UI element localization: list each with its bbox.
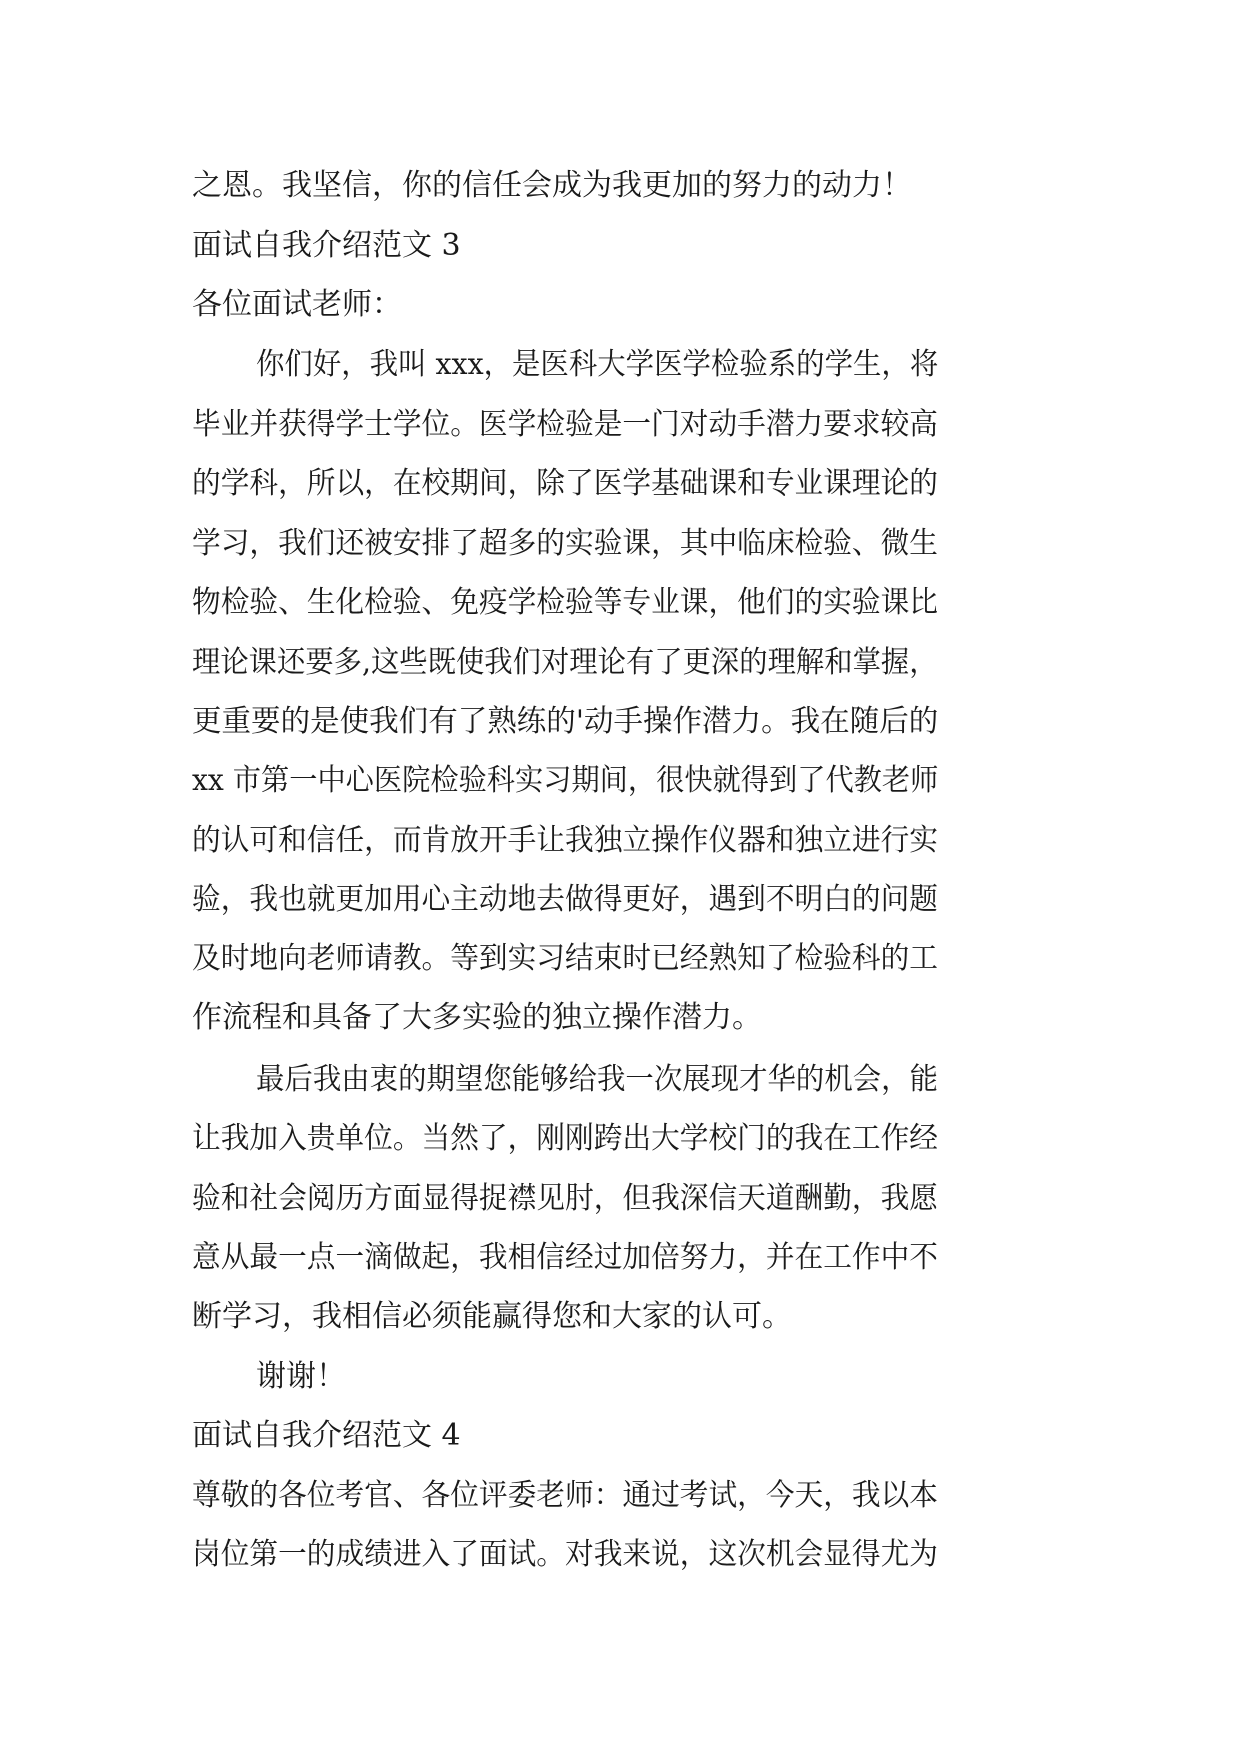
- text-line: 学习，我们还被安排了超多的实验课，其中临床检验、微生: [192, 526, 938, 561]
- text-line: 断学习，我相信必须能赢得您和大家的认可。: [192, 1299, 792, 1334]
- text-line: 的认可和信任，而肯放开手让我独立操作仪器和独立进行实: [192, 823, 938, 858]
- section-heading: 面试自我介绍范文 4: [192, 1418, 461, 1453]
- section-heading: 面试自我介绍范文 3: [192, 228, 461, 263]
- text-line: 理论课还要多,这些既使我们对理论有了更深的理解和掌握，: [192, 645, 938, 680]
- text-line: 意从最一点一滴做起，我相信经过加倍努力，并在工作中不: [192, 1240, 938, 1275]
- text-line: 及时地向老师请教。等到实习结束时已经熟知了检验科的工: [192, 941, 938, 976]
- text-line: 之恩。我坚信，你的信任会成为我更加的努力的动力！: [192, 168, 912, 203]
- paragraph-first-line: 最后我由衷的期望您能够给我一次展现才华的机会，能: [256, 1062, 938, 1097]
- paragraph-first-line: 你们好，我叫 xxx，是医科大学医学检验系的学生，将: [256, 347, 939, 382]
- text-line: 验和社会阅历方面显得捉襟见肘，但我深信天道酬勤，我愿: [192, 1181, 938, 1216]
- text-line: 更重要的是使我们有了熟练的'动手操作潜力。我在随后的: [192, 704, 939, 739]
- text-line: 的学科，所以，在校期间，除了医学基础课和专业课理论的: [192, 466, 938, 501]
- text-line: 作流程和具备了大多实验的独立操作潜力。: [192, 1000, 762, 1035]
- text-line: 验，我也就更加用心主动地去做得更好，遇到不明白的问题: [192, 882, 938, 917]
- text-line: 尊敬的各位考官、各位评委老师：通过考试，今天，我以本: [192, 1478, 938, 1513]
- text-line: 毕业并获得学士学位。医学检验是一门对动手潜力要求较高: [192, 407, 938, 442]
- closing-thanks: 谢谢！: [256, 1359, 346, 1394]
- text-line: xx 市第一中心医院检验科实习期间，很快就得到了代教老师: [192, 763, 939, 798]
- text-line: 物检验、生化检验、免疫学检验等专业课，他们的实验课比: [192, 585, 938, 620]
- text-line: 岗位第一的成绩进入了面试。对我来说，这次机会显得尤为: [192, 1537, 938, 1572]
- salutation: 各位面试老师：: [192, 287, 402, 322]
- text-line: 让我加入贵单位。当然了，刚刚跨出大学校门的我在工作经: [192, 1121, 938, 1156]
